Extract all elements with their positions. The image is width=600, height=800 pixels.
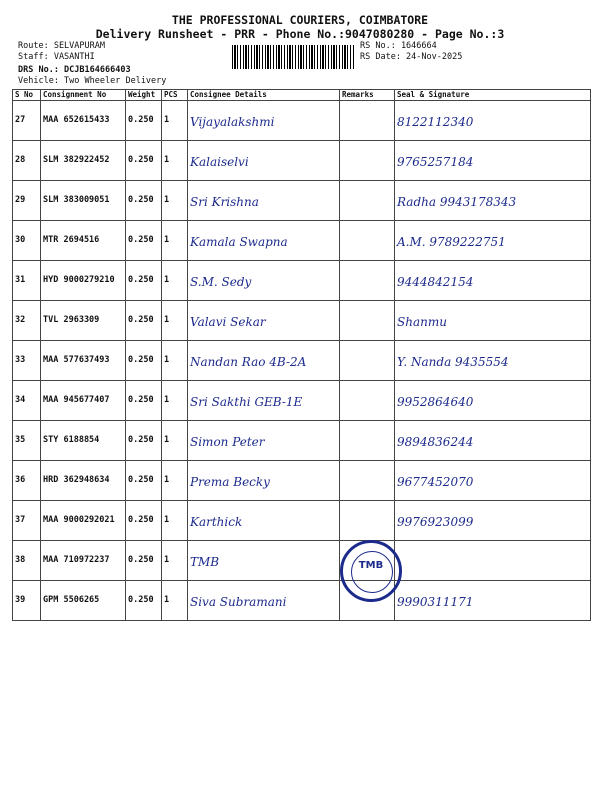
table-row	[13, 581, 591, 621]
row-pcs: 1	[162, 181, 188, 221]
row-consignee: Sri Krishna	[188, 181, 340, 221]
table-header	[13, 90, 591, 101]
row-remarks	[340, 181, 395, 221]
rs-number: RS No.: 1646664	[360, 41, 437, 51]
row-consignment: HYD 9000279210	[41, 261, 126, 301]
staff: Staff: VASANTHI	[18, 52, 95, 62]
row-sno: 28	[13, 141, 41, 181]
row-remarks	[340, 421, 395, 461]
row-seal: 9976923099	[395, 501, 591, 541]
row-sno: 35	[13, 421, 41, 461]
row-remarks	[340, 341, 395, 381]
row-pcs: 1	[162, 341, 188, 381]
row-remarks	[340, 141, 395, 181]
row-seal: 9677452070	[395, 461, 591, 501]
row-seal: Shanmu	[395, 301, 591, 341]
row-seal: 9894836244	[395, 421, 591, 461]
row-pcs: 1	[162, 101, 188, 141]
row-sno: 32	[13, 301, 41, 341]
row-consignee: Siva Subramani	[188, 581, 340, 621]
rs-date: RS Date: 24-Nov-2025	[360, 52, 463, 62]
row-sno: 30	[13, 221, 41, 261]
row-weight: 0.250	[126, 541, 162, 581]
row-remarks	[340, 301, 395, 341]
col-pcs: PCS	[162, 90, 188, 101]
row-weight: 0.250	[126, 181, 162, 221]
row-consignment: MAA 945677407	[41, 381, 126, 421]
table-row	[13, 341, 591, 381]
row-pcs: 1	[162, 301, 188, 341]
row-consignment: SLM 382922452	[41, 141, 126, 181]
row-consignment: MAA 652615433	[41, 101, 126, 141]
row-weight: 0.250	[126, 461, 162, 501]
row-remarks	[340, 101, 395, 141]
table-row	[13, 381, 591, 421]
table-row	[13, 461, 591, 501]
row-weight: 0.250	[126, 301, 162, 341]
row-pcs: 1	[162, 261, 188, 301]
row-weight: 0.250	[126, 381, 162, 421]
row-weight: 0.250	[126, 261, 162, 301]
row-sno: 38	[13, 541, 41, 581]
row-consignment: MAA 577637493	[41, 341, 126, 381]
row-consignment: MTR 2694516	[41, 221, 126, 261]
row-weight: 0.250	[126, 141, 162, 181]
row-seal: A.M. 9789222751	[395, 221, 591, 261]
row-seal: 9765257184	[395, 141, 591, 181]
table-row	[13, 141, 591, 181]
row-remarks	[340, 381, 395, 421]
row-sno: 34	[13, 381, 41, 421]
row-weight: 0.250	[126, 341, 162, 381]
stamp-logo: TMB	[358, 560, 384, 571]
row-weight: 0.250	[126, 421, 162, 461]
row-consignment: MAA 710972237	[41, 541, 126, 581]
vehicle: Vehicle: Two Wheeler Delivery	[18, 76, 167, 86]
table-row	[13, 221, 591, 261]
col-consignment: Consignment No	[41, 90, 126, 101]
route: Route: SELVAPURAM	[18, 41, 105, 51]
col-seal: Seal & Signature	[395, 90, 591, 101]
table-row	[13, 181, 591, 221]
row-remarks	[340, 461, 395, 501]
row-sno: 39	[13, 581, 41, 621]
row-seal: Radha 9943178343	[395, 181, 591, 221]
col-remarks: Remarks	[340, 90, 395, 101]
row-remarks	[340, 261, 395, 301]
row-weight: 0.250	[126, 581, 162, 621]
company-name: THE PROFESSIONAL COURIERS, COIMBATORE	[171, 13, 429, 27]
row-remarks	[340, 221, 395, 261]
row-pcs: 1	[162, 221, 188, 261]
col-consignee: Consignee Details	[188, 90, 340, 101]
runsheet-title: Delivery Runsheet - PRR - Phone No.:9047080280 - Page No.:3	[95, 27, 505, 41]
row-consignee: Vijayalakshmi	[188, 101, 340, 141]
row-seal: Y. Nanda 9435554	[395, 341, 591, 381]
row-weight: 0.250	[126, 101, 162, 141]
row-consignee: Nandan Rao 4B-2A	[188, 341, 340, 381]
row-pcs: 1	[162, 501, 188, 541]
row-pcs: 1	[162, 461, 188, 501]
row-pcs: 1	[162, 541, 188, 581]
row-sno: 29	[13, 181, 41, 221]
row-consignee: TMB	[188, 541, 340, 581]
row-consignment: SLM 383009051	[41, 181, 126, 221]
row-pcs: 1	[162, 141, 188, 181]
row-seal: 9990311171	[395, 581, 591, 621]
row-consignment: HRD 362948634	[41, 461, 126, 501]
row-consignment: STY 6188854	[41, 421, 126, 461]
row-consignee: Prema Becky	[188, 461, 340, 501]
row-consignee: Kalaiselvi	[188, 141, 340, 181]
col-sno: S No	[13, 90, 41, 101]
row-sno: 33	[13, 341, 41, 381]
row-seal: 9952864640	[395, 381, 591, 421]
row-pcs: 1	[162, 421, 188, 461]
table-row	[13, 541, 591, 581]
bank-stamp	[340, 540, 402, 602]
col-weight: Weight	[126, 90, 162, 101]
row-sno: 27	[13, 101, 41, 141]
row-sno: 37	[13, 501, 41, 541]
row-consignee: Sri Sakthi GEB-1E	[188, 381, 340, 421]
row-consignment: GPM 5506265	[41, 581, 126, 621]
row-weight: 0.250	[126, 221, 162, 261]
drs-number: DRS No.: DCJB164666403	[18, 65, 131, 75]
row-seal: 8122112340	[395, 101, 591, 141]
row-consignment: TVL 2963309	[41, 301, 126, 341]
row-consignee: Simon Peter	[188, 421, 340, 461]
row-weight: 0.250	[126, 501, 162, 541]
row-remarks	[340, 501, 395, 541]
row-consignee: S.M. Sedy	[188, 261, 340, 301]
row-pcs: 1	[162, 381, 188, 421]
row-consignment: MAA 9000292021	[41, 501, 126, 541]
row-sno: 36	[13, 461, 41, 501]
table-row	[13, 261, 591, 301]
table-row	[13, 101, 591, 141]
table-row	[13, 501, 591, 541]
runsheet-table	[12, 89, 591, 621]
barcode	[232, 45, 354, 69]
row-pcs: 1	[162, 581, 188, 621]
row-consignee: Valavi Sekar	[188, 301, 340, 341]
row-sno: 31	[13, 261, 41, 301]
table-row	[13, 421, 591, 461]
row-consignee: Kamala Swapna	[188, 221, 340, 261]
table-row	[13, 301, 591, 341]
row-seal	[395, 541, 591, 581]
row-seal: 9444842154	[395, 261, 591, 301]
row-consignee: Karthick	[188, 501, 340, 541]
